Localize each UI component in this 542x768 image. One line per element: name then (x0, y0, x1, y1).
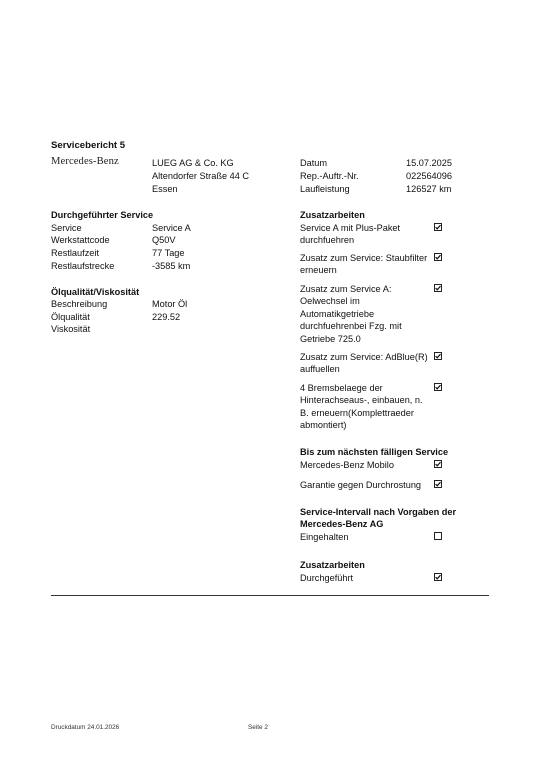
checkmark-icon (434, 223, 442, 231)
extra-work-line: abmontiert) (300, 420, 347, 431)
extra-work-line: Hinterachseaus-, einbauen, n. (300, 395, 423, 406)
checkbox[interactable] (434, 284, 442, 292)
dealer-city: Essen (152, 184, 178, 194)
workshop-code-value: Q50V (152, 235, 176, 245)
viscosity-label: Viskosität (51, 324, 91, 334)
mileage-label: Laufleistung (300, 184, 350, 194)
checkbox[interactable] (434, 223, 442, 231)
extra-work-item (300, 252, 427, 277)
interval-heading-line: Mercedes-Benz AG (300, 519, 384, 530)
extra-work-line: erneuern (300, 265, 337, 276)
oil-quality-value: 229.52 (152, 312, 181, 322)
extra-work-line: Oelwechsel im (300, 296, 360, 307)
mileage-value: 126527 km (406, 184, 452, 194)
extra-work-item (300, 351, 428, 376)
extra-work-line: durchfuehren (300, 235, 355, 246)
extra-work-line: auffuellen (300, 364, 340, 375)
checkbox[interactable] (434, 383, 442, 391)
extra-work-line: Zusatz zum Service: AdBlue(R) (300, 352, 428, 362)
date-value: 15.07.2025 (406, 158, 452, 168)
workshop-code-label: Werkstattcode (51, 235, 110, 245)
checkbox[interactable] (434, 253, 442, 261)
extra-work-line: Getriebe 725.0 (300, 333, 361, 344)
page-number: Seite 2 (248, 724, 268, 731)
remaining-distance-label: Restlaufstrecke (51, 261, 115, 271)
interval-kept-label: Eingehalten (300, 532, 349, 542)
checkbox[interactable] (434, 573, 442, 581)
checkmark-icon (434, 573, 442, 581)
oil-description-label: Beschreibung (51, 299, 108, 309)
extra-work-item (300, 382, 423, 432)
report-title: Servicebericht 5 (51, 140, 126, 151)
interval-heading (300, 506, 456, 531)
section-divider (51, 595, 489, 596)
checkmark-icon (434, 480, 442, 488)
date-label: Datum (300, 158, 328, 168)
dealer-street: Altendorfer Straße 44 C (152, 171, 250, 181)
checkmark-icon (434, 352, 442, 360)
extra-done-heading: Zusatzarbeiten (300, 560, 365, 570)
extra-work-line: Service A mit Plus-Paket (300, 223, 401, 233)
service-heading: Durchgeführter Service (51, 210, 154, 220)
extra-work-item (300, 283, 402, 345)
next-service-heading: Bis zum nächsten fälligen Service (300, 447, 449, 457)
extra-work-line: Zusatz zum Service: Staubfilter (300, 253, 428, 263)
extra-work-line: Zusatz zum Service A: (300, 284, 392, 294)
dealer-name: LUEG AG & Co. KG (152, 158, 234, 168)
order-value: 022564096 (406, 171, 452, 181)
checkbox[interactable] (434, 460, 442, 468)
interval-heading-line: Service-Intervall nach Vorgaben der (300, 507, 457, 517)
oil-description-value: Motor Öl (152, 299, 188, 309)
checkmark-icon (434, 284, 442, 292)
rust-guarantee-label: Garantie gegen Durchrostung (300, 480, 422, 490)
brand-logo: Mercedes-Benz (51, 156, 119, 167)
remaining-distance-value: -3585 km (152, 261, 191, 271)
extra-work-line: 4 Bremsbelaege der (300, 383, 383, 393)
service-value: Service A (152, 223, 191, 233)
mobilo-label: Mercedes-Benz Mobilo (300, 460, 394, 470)
oil-heading: Ölqualität/Viskosität (51, 287, 140, 297)
extra-work-item (300, 222, 400, 247)
extra-done-label: Durchgeführt (300, 573, 354, 583)
checkbox[interactable] (434, 532, 442, 540)
extra-work-line: durchfuehrenbei Fzg. mit (300, 321, 402, 332)
service-label: Service (51, 223, 82, 233)
remaining-time-label: Restlaufzeit (51, 248, 100, 258)
checkmark-icon (434, 253, 442, 261)
extra-work-line: B. erneuern(Komplettraeder (300, 407, 414, 418)
checkbox[interactable] (434, 480, 442, 488)
oil-quality-label: Ölqualität (51, 312, 90, 322)
checkbox[interactable] (434, 352, 442, 360)
extra-work-heading: Zusatzarbeiten (300, 210, 365, 220)
checkmark-icon (434, 383, 442, 391)
order-label: Rep.-Auftr.-Nr. (300, 171, 359, 181)
checkmark-icon (434, 460, 442, 468)
remaining-time-value: 77 Tage (152, 248, 185, 258)
print-date: Druckdatum 24.01.2026 (51, 724, 120, 731)
extra-work-line: Automatikgetriebe (300, 308, 375, 319)
